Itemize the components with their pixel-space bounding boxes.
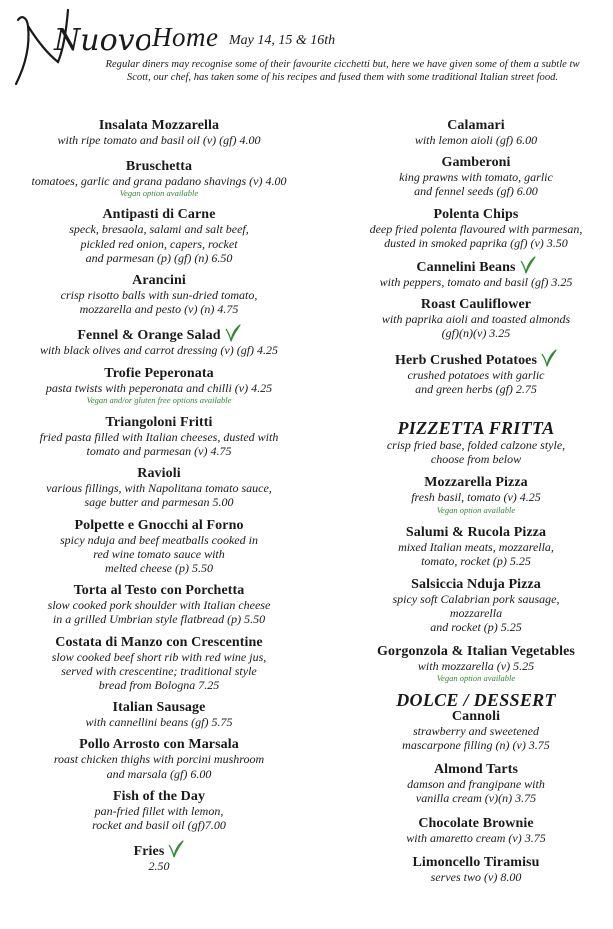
description-line: mozzarella and pesto (v) (n) 4.75	[79, 302, 239, 317]
description-line: choose from below	[430, 452, 522, 467]
intro-line: Regular diners may recognise some of their favourite cicchetti but, here we have given some of them a subtle tw	[105, 59, 580, 70]
item-description	[0, 481, 318, 509]
menu-item	[350, 155, 602, 198]
item-name-text: Polenta Chips	[433, 206, 519, 222]
item-name-text: PIZZETTA FRITTA	[397, 418, 555, 439]
menu-item	[0, 518, 318, 576]
menu-item	[350, 762, 602, 805]
item-description	[0, 430, 318, 458]
description-line: and fennel seeds (gf) 6.00	[414, 184, 538, 199]
item-name-text: Torta al Testo con Porchetta	[73, 583, 245, 599]
description-line: red wine tomato sauce with	[93, 546, 225, 561]
item-name-text: Polpette e Gnocchi al Forno	[74, 517, 244, 533]
description-line: sage butter and parmesan 5.00	[84, 495, 234, 510]
item-name-text: Antipasti di Carne	[102, 207, 216, 223]
menu-item	[350, 118, 602, 147]
intro-text	[72, 59, 613, 84]
item-name-text: Cannelini Beans	[416, 260, 516, 276]
item-name-text: Chocolate Brownie	[418, 815, 534, 831]
description-line: with black olives and carrot dressing (v) (gf) 4.25	[39, 343, 279, 358]
item-description	[350, 312, 602, 340]
menu-item	[350, 207, 602, 250]
item-name-text: Insalata Mozzarella	[98, 118, 220, 133]
item-name	[0, 737, 318, 752]
item-name-text: Mozzarella Pizza	[424, 475, 528, 491]
description-line: and rocket (p) 5.25	[430, 620, 522, 635]
intro-line: Scott, our chef, has taken some of his recipes and fused them with some traditional Italian street food.	[126, 71, 559, 83]
item-description	[350, 592, 602, 635]
item-description	[0, 343, 318, 357]
menu-item	[350, 855, 602, 884]
item-description	[350, 275, 602, 289]
item-name	[350, 816, 602, 831]
item-description	[350, 368, 602, 396]
item-name-text: Italian Sausage	[112, 700, 206, 716]
leaf-icon	[520, 256, 536, 274]
menu-item	[0, 700, 318, 729]
item-description	[0, 752, 318, 780]
section-block	[350, 690, 602, 710]
item-name-text: Cannoli	[451, 708, 501, 724]
description-line: and parmesan (p) (gf) (n) 6.50	[85, 250, 233, 265]
description-line: speck, bresaola, salami and salt beef,	[69, 222, 249, 237]
description-line: in a grilled Umbrian style flatbread (p) 5.50	[52, 612, 266, 627]
item-name	[0, 840, 318, 859]
item-name	[0, 466, 318, 481]
item-name	[0, 789, 318, 804]
description-line: mozzarella	[449, 606, 503, 621]
leaf-icon	[168, 840, 184, 858]
item-name	[350, 855, 602, 870]
item-name	[350, 256, 602, 275]
description-line: spicy nduja and beef meatballs cooked in	[60, 532, 258, 547]
item-name	[350, 297, 602, 312]
description-line: slow cooked beef short rib with red wine jus,	[51, 649, 267, 664]
logo-text: Nuov	[54, 23, 135, 58]
section-heading	[350, 690, 602, 710]
leaf-icon	[225, 324, 241, 342]
description-line: spicy soft Calabrian pork sausage,	[392, 592, 560, 607]
item-name	[0, 118, 318, 133]
description-line: with mozzarella (v) 5.25	[417, 658, 535, 673]
description-line: dusted in smoked paprika (gf) (v) 3.50	[384, 235, 568, 250]
menu-item	[0, 737, 318, 780]
description-line: pan-fried fillet with lemon,	[94, 803, 224, 818]
item-name	[350, 525, 602, 540]
item-description	[0, 598, 318, 626]
description-line: and green herbs (gf) 2.75	[415, 381, 537, 396]
item-description	[350, 490, 602, 504]
description-line: fresh basil, tomato (v) 4.25	[411, 490, 541, 505]
item-name-text: Fish of the Day	[112, 788, 206, 804]
item-name-text: Roast Cauliflower	[420, 297, 532, 313]
event-dates: May 14, 15 & 16th	[229, 33, 336, 48]
item-description	[0, 804, 318, 832]
description-line: crisp fried base, folded calzone style,	[386, 438, 566, 453]
item-description	[0, 715, 318, 729]
menu-item	[0, 415, 318, 458]
menu-item	[350, 709, 602, 752]
dietary-note: Vegan option available	[436, 672, 516, 683]
item-name-text: Fries	[133, 844, 165, 860]
description-line: pickled red onion, capers, rocket	[80, 236, 238, 251]
item-name	[0, 700, 318, 715]
home-title: Home	[152, 22, 219, 52]
description-line: slow cooked pork shoulder with Italian cheese	[47, 598, 271, 613]
dietary-note: Vegan option available	[119, 188, 199, 199]
item-description	[350, 133, 602, 147]
description-line: crisp risotto balls with sun-dried tomato,	[60, 288, 258, 303]
section-heading	[350, 418, 602, 438]
item-description	[0, 222, 318, 265]
menu-item	[0, 789, 318, 832]
dietary-note: Vegan option available	[436, 504, 516, 515]
item-name-text: Arancini	[132, 273, 186, 289]
description-line: melted cheese (p) 5.50	[105, 561, 213, 576]
description-line: pasta twists with peperonata and chilli (v) 4.25	[45, 380, 273, 395]
item-description	[350, 831, 602, 845]
description-line: roast chicken thighs with porcini mushroom	[53, 752, 265, 767]
description-line: fried pasta filled with Italian cheeses, dusted with	[39, 429, 279, 444]
description-line: king prawns with tomato, garlic	[399, 170, 553, 185]
item-description	[350, 170, 602, 198]
menu-item	[350, 525, 602, 568]
item-name	[350, 118, 602, 133]
item-name-text: Trofie Peperonata	[104, 365, 214, 381]
description-line: with ripe tomato and basil oil (v) (gf) 4.00	[57, 133, 261, 147]
description-line: rocket and basil oil (gf)7.00	[92, 818, 226, 833]
item-description	[350, 724, 602, 752]
item-name	[0, 159, 318, 174]
menu-item	[350, 297, 602, 340]
menu-item	[0, 583, 318, 626]
item-name-text: Salsiccia Nduja Pizza	[411, 577, 541, 593]
description-line: deep fried polenta flavoured with parmesan,	[369, 221, 583, 236]
item-name	[0, 324, 318, 343]
description-line: 2.50	[148, 859, 170, 874]
description-line: and marsala (gf) 6.00	[106, 766, 212, 781]
item-description	[350, 222, 602, 250]
item-name-text: Pollo Arrosto con Marsala	[79, 737, 239, 753]
item-description	[0, 288, 318, 316]
description-line: served with crescentine; traditional style	[61, 663, 257, 678]
item-name	[0, 635, 318, 650]
menu-item	[0, 159, 318, 199]
description-line: bread from Bologna 7.25	[98, 678, 220, 693]
item-description	[350, 438, 602, 466]
description-line: damson and frangipane with	[407, 777, 545, 792]
description-line: (gf)(n)(v) 3.25	[441, 326, 511, 341]
menu-item	[350, 475, 602, 515]
item-name-text: Gamberoni	[441, 155, 511, 171]
item-name-text: Calamari	[447, 118, 505, 133]
item-name	[0, 415, 318, 430]
item-name	[350, 207, 602, 222]
item-name	[0, 273, 318, 288]
item-name	[0, 583, 318, 598]
description-line: with cannellini beans (gf) 5.75	[85, 715, 233, 730]
dietary-note: Vegan and/or gluten free options available	[86, 394, 232, 405]
description-line: with amaretto cream (v) 3.75	[406, 830, 546, 845]
item-name-text: Almond Tarts	[433, 762, 519, 778]
item-description	[350, 540, 602, 568]
description-line: tomato, rocket (p) 5.25	[421, 553, 531, 568]
menu-item	[0, 118, 318, 147]
item-name	[0, 518, 318, 533]
menu-right-column	[350, 118, 602, 884]
description-line: mixed Italian meats, mozzarella,	[398, 539, 554, 554]
item-name	[0, 366, 318, 381]
item-name	[0, 207, 318, 222]
item-name-text: Salumi & Rucola Pizza	[405, 524, 547, 540]
item-description	[0, 381, 318, 395]
item-name	[350, 577, 602, 592]
item-name-text: Costata di Manzo con Crescentine	[55, 634, 263, 650]
menu-item	[0, 635, 318, 693]
item-name	[350, 475, 602, 490]
section-block	[350, 418, 602, 466]
item-name-text: Herb Crushed Potatoes	[394, 352, 538, 368]
menu-item	[0, 273, 318, 316]
menu-item	[350, 256, 602, 289]
item-description	[0, 859, 318, 873]
item-description	[350, 659, 602, 673]
description-line: strawberry and sweetened	[413, 723, 539, 738]
item-description	[0, 650, 318, 693]
item-name	[350, 762, 602, 777]
description-line: tomatoes, garlic and grana padano shavings (v) 4.00	[31, 174, 287, 189]
item-name-text: Gorgonzola & Italian Vegetables	[377, 643, 575, 659]
description-line: with peppers, tomato and basil (gf) 3.25	[379, 275, 573, 290]
description-line: with lemon aioli (gf) 6.00	[414, 133, 538, 147]
item-description	[0, 133, 318, 147]
description-line: mascarpone filling (n) (v) 3.75	[402, 738, 550, 753]
menu-item	[0, 207, 318, 265]
description-line: various fillings, with Napolitana tomato sauce,	[46, 481, 272, 496]
menu-item	[0, 324, 318, 357]
item-description	[0, 174, 318, 188]
item-name	[350, 644, 602, 659]
menu-item	[350, 644, 602, 684]
description-line: crushed potatoes with garlic	[407, 367, 545, 382]
item-name-text: Triangoloni Fritti	[105, 414, 213, 430]
item-name-text: Limoncello Tiramisu	[412, 854, 540, 870]
leaf-icon	[541, 349, 557, 367]
description-line: vanilla cream (v)(n) 3.75	[415, 791, 537, 806]
menu-left-column	[0, 118, 318, 873]
item-description	[0, 533, 318, 576]
item-name-text: Ravioli	[137, 466, 181, 482]
item-name	[350, 709, 602, 724]
menu-item	[0, 466, 318, 509]
menu-item	[350, 349, 602, 396]
item-name	[350, 155, 602, 170]
item-description	[350, 777, 602, 805]
item-name-text: Bruschetta	[125, 159, 193, 175]
menu-item	[350, 816, 602, 845]
menu-item	[350, 577, 602, 635]
menu-item	[0, 366, 318, 406]
description-line: tomato and parmesan (v) 4.75	[86, 444, 232, 459]
item-name	[350, 349, 602, 368]
item-name-text: DOLCE / DESSERT	[396, 689, 556, 710]
description-line: with paprika aioli and toasted almonds	[381, 312, 571, 327]
description-line: serves two (v) 8.00	[430, 869, 522, 884]
item-name-text: Fennel & Orange Salad	[77, 328, 221, 344]
item-description	[350, 870, 602, 884]
menu-item	[0, 840, 318, 873]
